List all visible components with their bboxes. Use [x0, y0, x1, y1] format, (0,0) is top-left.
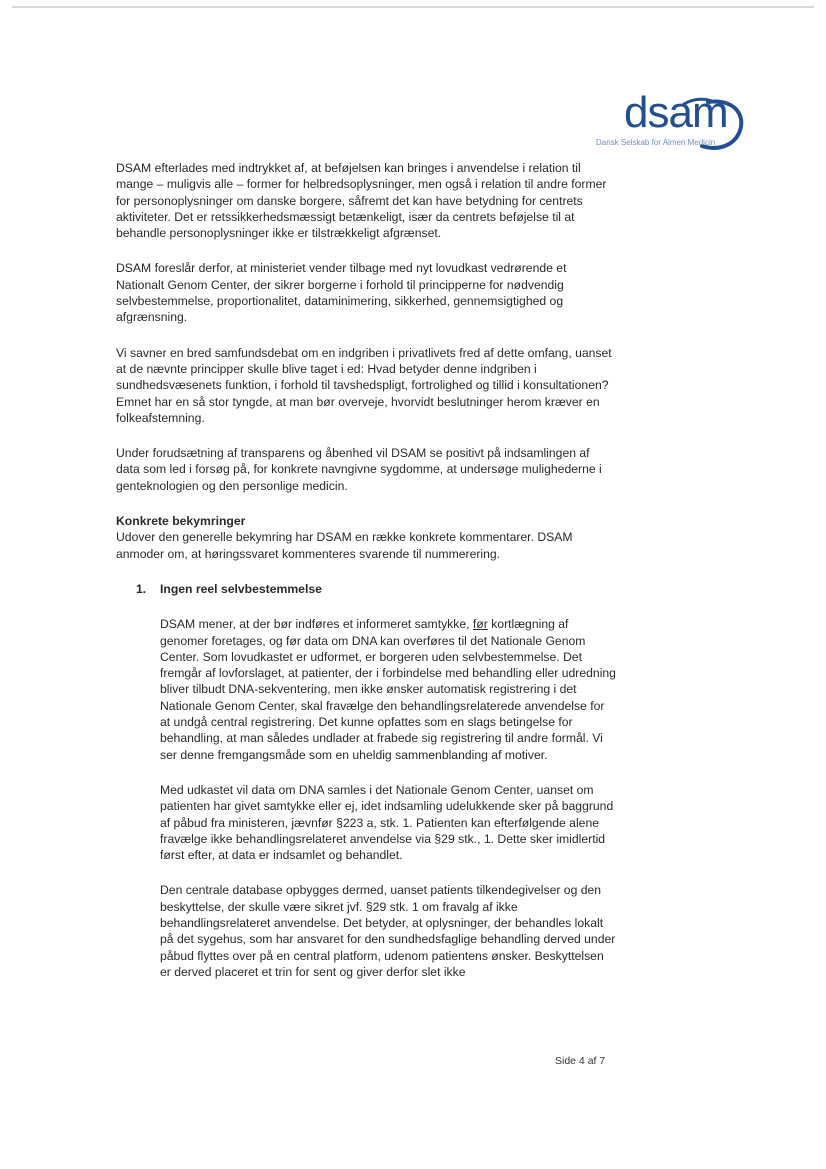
text-run: kortlægning af genomer foretages, og før data om DNA kan overføres til det Nationale Genom Center. Som lovudkastet er udformet, er borgeren uden selvbestemmelse. Det fremgår af lovforslaget, at patienter, der i forbindelse med behandling eller udredning bliver tilbudt DNA-sekventering, men ikke ønsker automatisk registrering i det Nationale Genom Center, skal fravælge den behandlingsrelaterede anvendelse for at undgå central registrering. Det kunne opfattes som en slags betingelse for behandling, at man således undlader at frabede sig registrering til andre formål. Vi ser denne fremgangsmåde som en uheldig sammenblanding af motiver. [160, 617, 616, 762]
item-title: Ingen reel selvbestemmelse [160, 581, 322, 596]
item-body [160, 616, 616, 980]
logo-tagline: Dansk Selskab for Almen Medicin [596, 138, 716, 147]
paragraph [160, 616, 616, 763]
scan-edge-line [12, 6, 814, 8]
section-intro: Udover den generelle bekymring har DSAM en række konkrete kommentarer. DSAM anmoder om, at høringssvaret kommenteres svarende til nummerering. [116, 530, 573, 561]
dsam-logo [590, 88, 750, 154]
item-number: 1. [136, 581, 147, 596]
underlined-word: før [472, 617, 488, 632]
text-run: DSAM mener, at der bør indføres et informeret samtykke, [160, 617, 473, 632]
logo-wordmark: dsam [624, 88, 728, 137]
letter-body [116, 160, 616, 999]
list-item [116, 581, 616, 980]
paragraph: DSAM foreslår derfor, at ministeriet vender tilbage med nyt lovudkast vedrørende et Nationalt Genom Center, der sikrer borgerne i forhold til principperne for nødvendig selvbestemmelse, proportionalitet, dataminimering, sikkerhed, gennemsigtighed og afgrænsning. [116, 261, 567, 325]
paragraph: Med udkastet vil data om DNA samles i det Nationale Genom Center, uanset om patienten har givet samtykke eller ej, idet indsamling udelukkende sker på baggrund af påbud fra ministeren, jævnfør §223 a, stk. 1. Patienten kan efterfølgende alene fravælge ikke behandlingsrelateret anvendelse via §29 stk., 1. Dette sker imidlertid først efter, at data er indsamlet og behandlet. [160, 782, 614, 863]
paragraph: Vi savner en bred samfundsdebat om en indgriben i privatlivets fred af dette omfang, uanset at de nævnte principper skulle blive taget i ed: Hvad betyder denne indgriben i sundhedsvæsenets funktion, i forhold til tavshedspligt, fortrolighed og tillid i konsultationen? Emnet har en så stor tyngde, at man bør overveje, hvorvidt beslutninger herom kræver en folkeafstemning. [116, 345, 612, 425]
concerns-list [116, 581, 616, 980]
section-heading: Konkrete bekymringer [116, 514, 246, 529]
paragraph: Under forudsætning af transparens og åbenhed vil DSAM se positivt på indsamlingen af data som led i forsøg på, for konkrete navngivne sygdomme, at undersøge mulighederne i genteknologien og den personlige medicin. [116, 446, 602, 493]
paragraph: DSAM efterlades med indtrykket af, at beføjelsen kan bringes i anvendelse i relation til mange – muligvis alle – former for helbredsoplysninger, men også i relation til andre former for personoplysninger om danske borgere, såfremt det kan have betydning for centrets aktiviteter. Det er retssikkerhedsmæssigt betænkeligt, især da centrets beføjelse til at behandle personoplysninger ikke er tilstrækkeligt afgrænset. [116, 161, 607, 241]
paragraph: Den centrale database opbygges dermed, uanset patients tilkendegivelser og den beskyttelse, der skulle være sikret jvf. §29 stk. 1 om fravalg af ikke behandlingsrelateret anvendelse. Det betyder, at oplysninger, der behandles lokalt på det sygehus, som har ansvaret for den sundhedsfaglige behandling derved under påbud flyttes over på en central platform, udenom patientens ønsker. Beskyttelsen er derved placeret et trin for sent og giver derfor slet ikke [160, 883, 616, 979]
page-number: Side 4 af 7 [555, 1055, 606, 1067]
